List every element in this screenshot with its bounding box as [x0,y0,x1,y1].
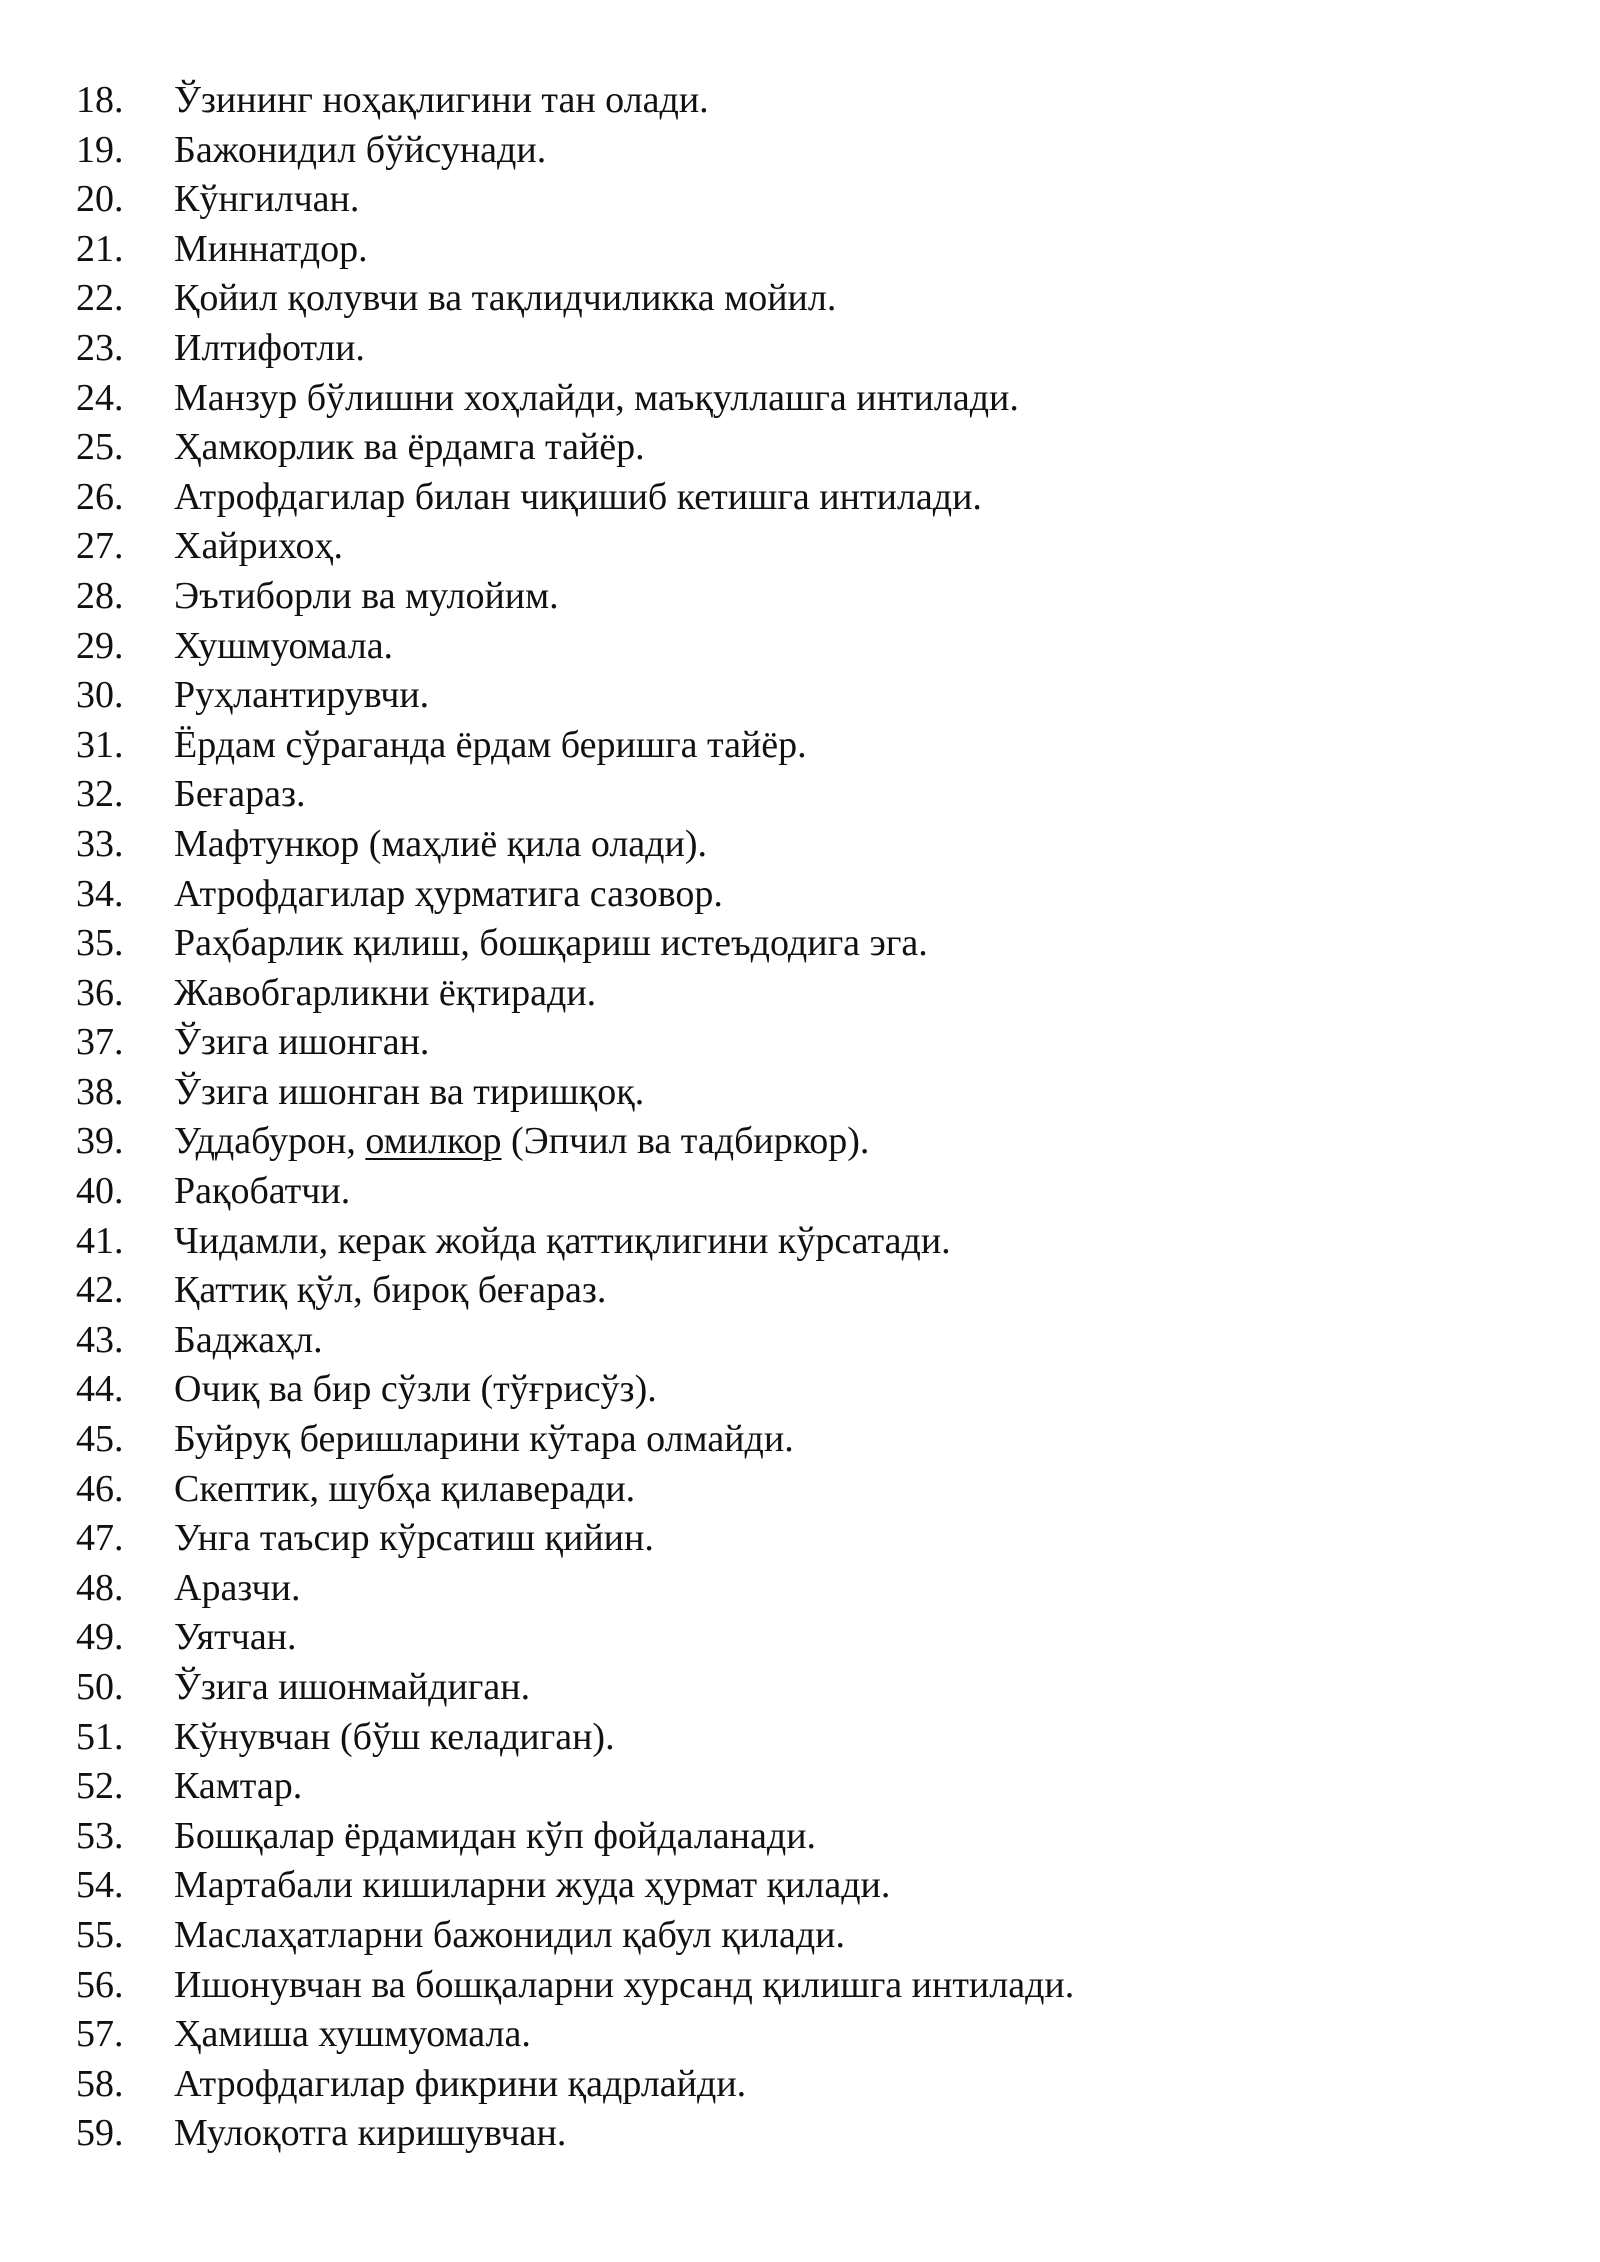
list-item [76,1465,1074,1515]
item-number: 46. [76,1467,124,1510]
item-number: 29. [76,624,124,667]
list-item [76,1961,1074,2011]
item-text: Ишонувчан ва бошқаларни хурсанд қилишга интилади. [174,1963,1075,2006]
item-number: 48. [76,1566,124,1609]
list-item [76,721,1074,771]
list-item [76,1564,1074,1614]
item-text: Атрофдагилар фикрини қадрлайди. [174,2062,747,2105]
item-text: Ёрдам сўраганда ёрдам беришга тайёр. [174,723,807,766]
item-number: 52. [76,1765,124,1808]
numbered-list [76,76,1074,2159]
item-number: 27. [76,525,124,568]
list-item [76,1911,1074,1961]
item-number: 19. [76,128,124,171]
list-item [76,919,1074,969]
item-text: Мартабали кишиларни жуда ҳурмат қилади. [174,1864,891,1907]
item-text: Эътиборли ва мулойим. [174,574,559,617]
list-item [76,622,1074,672]
item-text: Ўзига ишонган. [174,1021,430,1064]
item-number: 21. [76,227,124,270]
item-text: Атрофдагилар ҳурматига сазовор. [174,872,723,915]
item-number: 49. [76,1616,124,1659]
list-item [76,126,1074,176]
item-number: 30. [76,674,124,717]
item-text: Аразчи. [174,1566,301,1609]
item-text: Миннатдор. [174,227,368,270]
item-number: 51. [76,1715,124,1758]
list-item [76,1266,1074,1316]
list-item [76,175,1074,225]
item-text: Камтар. [174,1765,303,1808]
item-number: 38. [76,1070,124,1113]
item-number: 44. [76,1368,124,1411]
item-number: 43. [76,1318,124,1361]
item-text-after: (Эпчил ва тадбиркор). [501,1120,870,1163]
item-text [174,1117,869,1167]
item-number: 23. [76,326,124,369]
item-text: Очиқ ва бир сўзли (тўғрисўз). [174,1368,657,1411]
item-text: Унга таъсир кўрсатиш қийин. [174,1517,654,1560]
item-text: Хушмуомала. [174,624,394,667]
item-text: Ўзига ишонган ва тиришқоқ. [174,1070,645,1113]
list-item [76,1613,1074,1663]
item-text: Ўзининг ноҳақлигини тан олади. [174,79,709,121]
list-item [76,1514,1074,1564]
item-number: 25. [76,426,124,469]
item-text: Атрофдагилар билан чиқишиб кетишга интилади. [174,475,982,518]
item-number: 34. [76,872,124,915]
item-text-before: Уддабурон, [174,1120,366,1163]
list-item [76,1812,1074,1862]
list-item [76,423,1074,473]
item-text: Ҳамкорлик ва ёрдамга тайёр. [174,426,645,469]
item-number: 50. [76,1666,124,1708]
item-text: Чидамли, керак жойда қаттиқлигини кўрсатади. [174,1219,951,1262]
list-item [76,522,1074,572]
list-item [76,1365,1074,1415]
item-number: 42. [76,1269,124,1312]
list-item [76,2109,1074,2159]
item-number: 33. [76,822,124,865]
item-number: 57. [76,2013,124,2056]
item-number: 26. [76,475,124,518]
item-text: Мафтункор (маҳлиё қила олади). [174,822,708,865]
item-text: Ҳамиша хушмуомала. [174,2013,531,2056]
item-text: Хайрихоҳ. [174,525,344,568]
item-number: 40. [76,1170,124,1213]
item-number: 37. [76,1021,124,1064]
list-item [76,2010,1074,2060]
list-item [76,1861,1074,1911]
item-text: Бажонидил бўйсунади. [174,128,547,171]
item-number: 59. [76,2112,124,2155]
list-item [76,671,1074,721]
item-text: Кўнгилчан. [174,178,360,221]
list-item [76,820,1074,870]
list-item [76,2060,1074,2110]
item-text: Ўзига ишонмайдиган. [174,1666,531,1708]
list-item [76,76,1074,126]
item-text: Қаттиқ қўл, бироқ беғараз. [174,1269,607,1312]
list-item [76,1068,1074,1118]
item-number: 58. [76,2062,124,2105]
item-text: Жавобгарликни ёқтиради. [174,971,597,1014]
item-number: 41. [76,1219,124,1262]
list-item [76,1217,1074,1267]
item-number: 54. [76,1864,124,1907]
item-text: Баджаҳл. [174,1318,323,1361]
item-number: 31. [76,723,124,766]
item-text: Раҳбарлик қилиш, бошқариш истеъдодига эга. [174,922,928,965]
list-item [76,374,1074,424]
item-text: Руҳлантирувчи. [174,674,430,717]
list-item [76,1713,1074,1763]
item-number: 18. [76,79,124,121]
item-text: Қойил қолувчи ва тақлидчиликка мойил. [174,277,837,320]
item-text: Манзур бўлишни хоҳлайди, маъқуллашга интилади. [174,376,1019,419]
list-item [76,572,1074,622]
item-text-underlined: омилкор [365,1120,502,1163]
item-number: 47. [76,1517,124,1560]
list-item [76,274,1074,324]
list-item [76,1018,1074,1068]
list-item [76,969,1074,1019]
item-text: Мулоқотга киришувчан. [174,2112,567,2155]
item-text: Уятчан. [174,1616,297,1659]
item-text: Кўнувчан (бўш келадиган). [174,1715,615,1758]
list-item [76,1663,1074,1713]
item-number: 36. [76,971,124,1014]
item-text: Бошқалар ёрдамидан кўп фойдаланади. [174,1814,817,1857]
item-number: 32. [76,773,124,816]
list-item [76,770,1074,820]
item-number: 56. [76,1963,124,2006]
item-number: 20. [76,178,124,221]
item-number: 53. [76,1814,124,1857]
item-number: 39. [76,1120,124,1163]
item-text: Скептик, шубҳа қилаверади. [174,1467,636,1510]
item-text: Буйруқ беришларини кўтара олмайди. [174,1418,794,1461]
item-number: 45. [76,1418,124,1461]
list-item [76,1415,1074,1465]
list-item [76,473,1074,523]
item-number: 24. [76,376,124,419]
list-item [76,1117,1074,1167]
list-item [76,225,1074,275]
list-item [76,1316,1074,1366]
item-text: Беғараз. [174,773,306,816]
item-number: 55. [76,1913,124,1956]
list-item [76,324,1074,374]
item-text: Рақобатчи. [174,1170,351,1213]
list-item [76,1762,1074,1812]
item-number: 28. [76,574,124,617]
item-text: Маслаҳатларни бажонидил қабул қилади. [174,1913,846,1956]
list-item [76,1167,1074,1217]
item-number: 22. [76,277,124,320]
item-number: 35. [76,922,124,965]
item-text: Илтифотли. [174,326,365,369]
list-item [76,870,1074,920]
